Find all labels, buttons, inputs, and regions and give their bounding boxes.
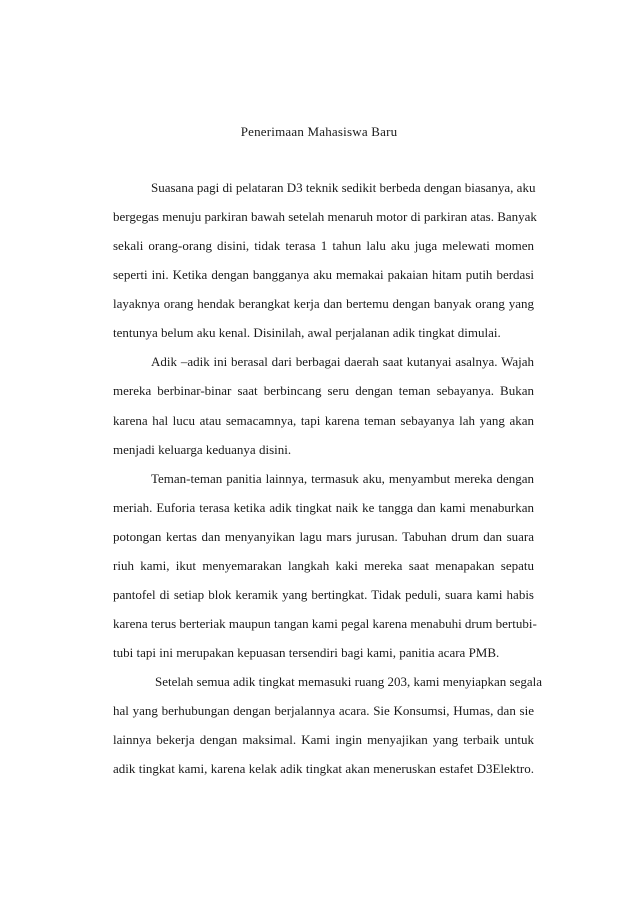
paragraph-2-line-1: Adik –adik ini berasal dari berbagai daerah saat kutanyai asalnya. Wajah <box>151 354 534 369</box>
paragraph-4-line-3: lainnya bekerja dengan maksimal. Kami ingin menyajikan yang terbaik untuk <box>113 732 534 747</box>
paragraph-3-line-5: pantofel di setiap blok keramik yang bertingkat. Tidak peduli, suara kami habis <box>113 587 534 602</box>
paragraph-2-line-4: menjadi keluarga keduanya disini. <box>113 442 292 457</box>
paragraph-1-line-6: tentunya belum aku kenal. Disinilah, awal perjalanan adik tingkat dimulai. <box>113 325 501 340</box>
paragraph-1-line-3: sekali orang-orang disini, tidak terasa 1 tahun lalu aku juga melewati momen <box>113 238 534 253</box>
paragraph-2-line-2: mereka berbinar-binar saat berbincang seru dengan teman sebayanya. Bukan <box>113 383 534 398</box>
paragraph-3-line-4: riuh kami, ikut menyemarakan langkah kaki mereka saat menapakan sepatu <box>113 558 534 573</box>
paragraph-4-line-1: Setelah semua adik tingkat memasuki ruang 203, kami menyiapkan segala <box>155 674 543 689</box>
document-title: Penerimaan Mahasiswa Baru <box>240 124 398 139</box>
paragraph-1-line-5: layaknya orang hendak berangkat kerja dan bertemu dengan banyak orang yang <box>113 296 534 311</box>
paragraph-3-line-7: tubi tapi ini merupakan kepuasan tersendiri bagi kami, panitia acara PMB. <box>113 645 500 660</box>
paragraph-2-line-3: karena hal lucu atau semacamnya, tapi karena teman sebayanya lah yang akan <box>113 413 534 428</box>
paragraph-4-line-2: hal yang berhubungan dengan berjalannya acara. Sie Konsumsi, Humas, dan sie <box>113 703 534 718</box>
paragraph-1-line-1: Suasana pagi di pelataran D3 teknik sedikit berbeda dengan biasanya, aku <box>151 180 536 195</box>
paragraph-3-line-6: karena terus berteriak maupun tangan kami pegal karena menabuhi drum bertubi- <box>113 616 537 631</box>
paragraph-3-line-3: potongan kertas dan menyanyikan lagu mars jurusan. Tabuhan drum dan suara <box>113 529 534 544</box>
paragraph-3-line-2: meriah. Euforia terasa ketika adik tingkat naik ke tangga dan kami menaburkan <box>113 500 534 515</box>
paragraph-1-line-4: seperti ini. Ketika dengan bangganya aku memakai pakaian hitam putih berdasi <box>113 267 534 282</box>
paragraph-4-line-4: adik tingkat kami, karena kelak adik tingkat akan meneruskan estafet D3Elektro. <box>113 761 534 776</box>
paragraph-3-line-1: Teman-teman panitia lainnya, termasuk aku, menyambut mereka dengan <box>151 471 534 486</box>
paragraph-1-line-2: bergegas menuju parkiran bawah setelah menaruh motor di parkiran atas. Banyak <box>113 209 537 224</box>
